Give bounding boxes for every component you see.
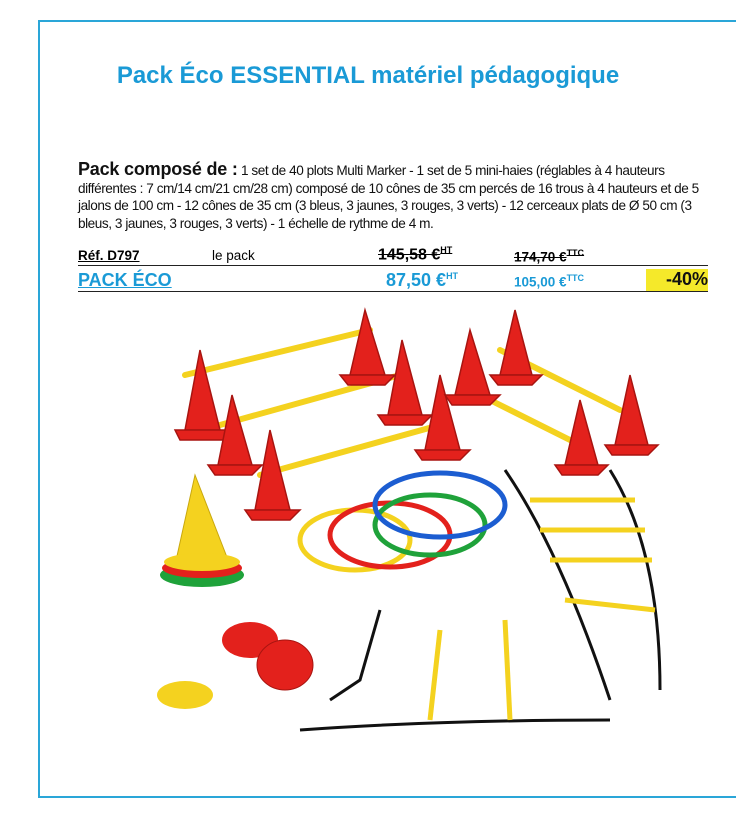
old-price-ht: 145,58 €$^{HT}$ — [378, 245, 453, 264]
new-price-ttc: 105,00 €$^{TTC}$ — [514, 273, 585, 290]
pack-label: PACK ÉCO — [78, 270, 172, 290]
description-lead: Pack composé de : — [78, 159, 238, 179]
product-description — [78, 161, 718, 232]
old-price-ttc: 174,70 €$^{TTC}$ — [514, 248, 585, 265]
price-row-reference — [78, 247, 708, 266]
reference-code: Réf. D797 — [78, 248, 140, 263]
price-row-pack — [78, 269, 708, 292]
new-price-ht: 87,50 €$^{HT}$ — [386, 270, 459, 290]
page-title: Pack Éco ESSENTIAL matériel pédagogique — [116, 62, 620, 89]
description-text: 1 set de 40 plots Multi Marker - 1 set de 5 mini-haies (réglables à 4 hauteurs différentes : 7 cm/14 cm/21 cm/28 cm) composé de 10 cônes de 35 cm percés de 16 trous à 4 hauteurs et de 5 jalons de 100 cm - 12 cônes de 35 cm (3 bleus, 3 jaunes, 3 rouges, 3 verts) - 12 cerceaux plats de Ø 50 cm (3 bleus, 3 jaunes, 3 rouges, 3 verts) - 1 échelle de rythme de 4 m. — [78, 163, 699, 231]
unit-label: le pack — [212, 248, 255, 263]
product-illustration — [140, 300, 680, 740]
discount-badge: -40% — [646, 269, 708, 291]
